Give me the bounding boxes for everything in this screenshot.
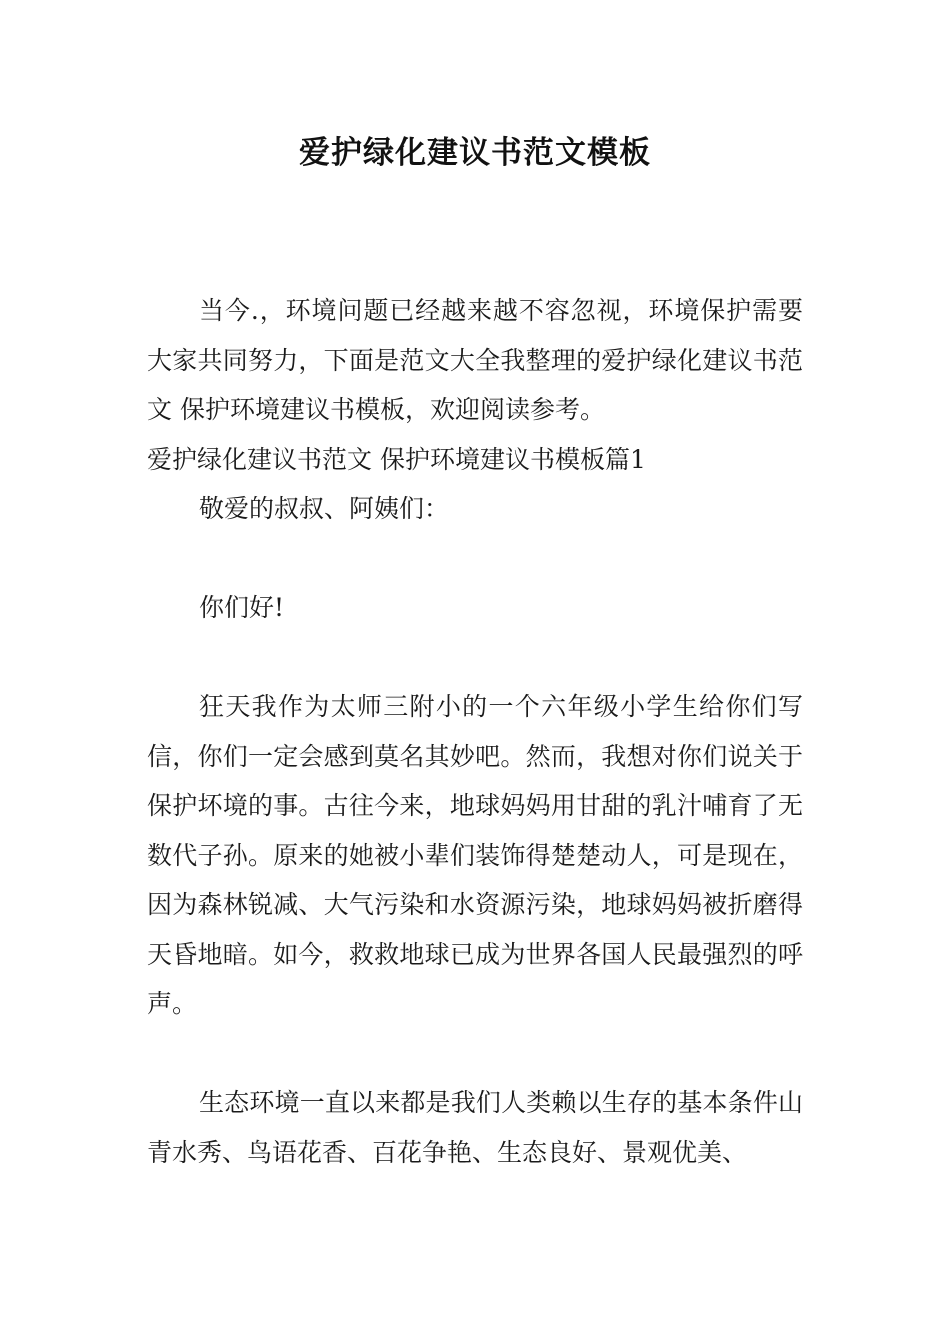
greeting: 你们好! — [199, 593, 285, 622]
body-paragraph-1: 狂天我作为太师三附小的一个六年级小学生给你们写信，你们一定会感到莫名其妙吧。然而，我想对你们说关于保护坏境的事。古往今来，地球妈妈用甘甜的乳汁哺育了无数代子孙。原来的她被小辈们装饰得楚楚动人，可是现在，因为森林锐减、大气污染和水资源污染，地球妈妈被折磨得天昏地暗。如今，救救地球已成为世界各国人民最强烈的呼声。 — [147, 692, 803, 1018]
intro-paragraph: 当今.，环境问题已经越来越不容忽视，环境保护需要大家共同努力，下面是范文大全我整理的爱护绿化建议书范文 保护环境建议书模板，欢迎阅读参考。 — [147, 296, 803, 424]
body-paragraph-2: 生态环境一直以来都是我们人类赖以生存的基本条件山青水秀、鸟语花香、百花争艳、生态良好、景观优美、 — [147, 1088, 803, 1167]
document-body — [147, 286, 803, 1177]
salutation: 敬爱的叔叔、阿姨们： — [199, 494, 450, 523]
blank-line — [147, 534, 803, 584]
document-title: 爱护绿化建议书范文模板 — [299, 135, 651, 171]
section-heading: 爱护绿化建议书范文 保护环境建议书模板篇1 — [147, 444, 646, 474]
blank-line — [147, 1029, 803, 1079]
blank-line — [147, 633, 803, 683]
